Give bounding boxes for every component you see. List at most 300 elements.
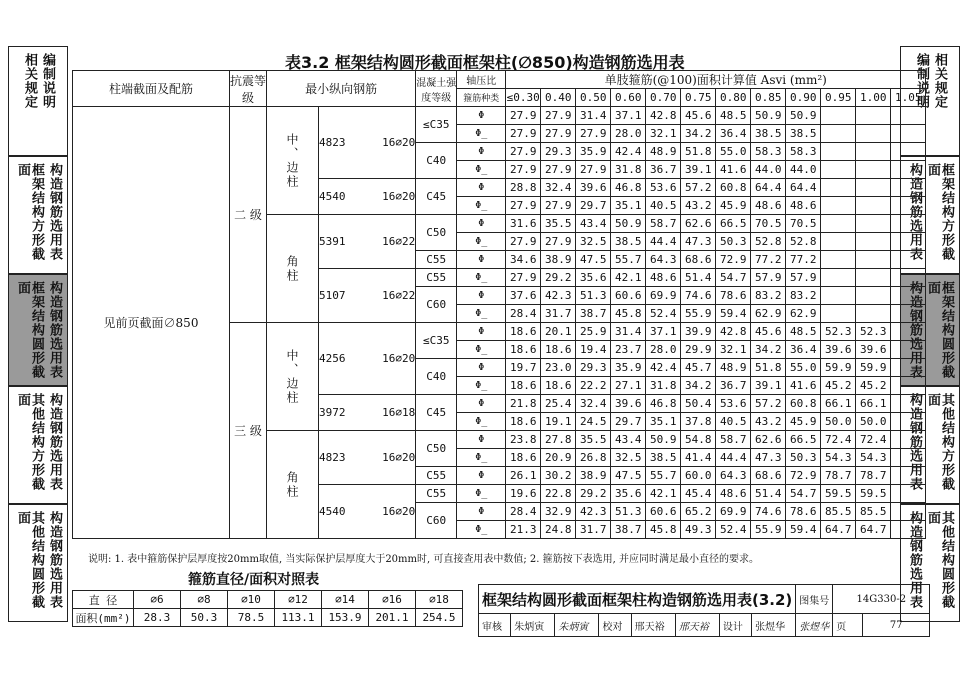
area-value-cell: 43.4 [611,431,646,449]
check-label: 校对 [599,614,631,637]
header-stirrup-type: 箍筋种类 [457,89,506,107]
bar-area-cell: 28.3 [134,609,181,627]
left-sidebar-tab-text: 框架结构方形截面 [15,163,44,261]
area-value-cell: 27.8 [541,431,576,449]
area-value-cell: 18.6 [506,341,541,359]
bar-diameter-cell: ∅16 [369,591,416,609]
area-value-cell [891,503,926,521]
left-sidebar-tab-text: 框架结构圆形截面 [15,281,44,379]
area-value-cell: 37.6 [506,287,541,305]
area-value-cell [891,107,926,125]
area-value-cell: 58.3 [786,143,821,161]
area-value-cell: 34.6 [506,251,541,269]
atlas-label: 图集号 [796,585,833,614]
area-value-cell [891,269,926,287]
area-value-cell: 78.7 [821,467,856,485]
right-sidebar-tab-text: 构造钢筋选用表 [907,393,922,491]
area-value-cell: 38.9 [576,467,611,485]
area-value-cell [891,233,926,251]
header-section: 柱端截面及配筋 [73,71,230,107]
stirrup-type-cell: Φ [457,179,506,197]
area-value-cell: 83.2 [786,287,821,305]
area-value-cell [891,305,926,323]
area-value-cell: 36.7 [716,377,751,395]
area-value-cell: 27.9 [541,161,576,179]
area-value-cell: 69.9 [716,503,751,521]
left-sidebar-tab-5 [8,504,68,622]
area-value-cell: 50.9 [611,215,646,233]
area-value-cell: 24.8 [541,521,576,539]
bar-table-title: 箍筋直径/面积对照表 [188,572,320,588]
rebar-spec-cell: 4823 16⌀20 [319,431,416,485]
header-ratio: 0.60 [611,89,646,107]
bar-diameter-cell: ∅12 [275,591,322,609]
area-value-cell: 57.9 [751,269,786,287]
area-value-cell: 28.0 [611,125,646,143]
area-value-cell: 48.6 [751,197,786,215]
area-value-cell [856,107,891,125]
area-value-cell: 48.9 [646,143,681,161]
area-value-cell: 74.6 [751,503,786,521]
area-value-cell: 45.7 [681,359,716,377]
rebar-spec-cell: 4540 16⌀20 [319,485,416,539]
area-value-cell: 47.5 [611,467,646,485]
stirrup-type-cell: Φ̲ [457,485,506,503]
left-sidebar-tab-text: 编制说明 [40,53,55,109]
column-position-cell: 中、边柱 [267,107,319,215]
area-value-cell: 59.9 [821,359,856,377]
area-value-cell [891,395,926,413]
header-ratio: 0.85 [751,89,786,107]
area-value-cell: 20.9 [541,449,576,467]
area-value-cell: 35.5 [576,431,611,449]
area-value-cell [821,215,856,233]
area-value-cell: 54.3 [821,449,856,467]
area-value-cell: 27.9 [541,107,576,125]
diameter-label: 直 径 [73,591,134,609]
area-value-cell: 59.9 [856,359,891,377]
area-value-cell: 78.6 [786,503,821,521]
area-label: 面积(mm²) [73,609,134,627]
area-value-cell: 29.9 [681,341,716,359]
area-value-cell: 35.6 [576,269,611,287]
header-min-rebar: 最小纵向钢筋 [267,71,416,107]
stirrup-type-cell: Φ [457,431,506,449]
area-value-cell: 35.9 [611,359,646,377]
area-value-cell: 42.4 [646,359,681,377]
rebar-spec-cell: 3972 16⌀18 [319,395,416,431]
page-label: 页 [833,614,863,637]
header-ratio: 1.05 [891,89,926,107]
area-value-cell: 18.6 [506,449,541,467]
area-value-cell: 21.8 [506,395,541,413]
area-value-cell: 57.2 [681,179,716,197]
left-sidebar-tab-text: 构造钢筋选用表 [47,511,62,609]
stirrup-type-cell: Φ̲ [457,197,506,215]
area-value-cell [821,125,856,143]
rebar-spec-cell: 4823 16⌀20 [319,107,416,179]
area-value-cell: 66.1 [821,395,856,413]
area-value-cell: 83.2 [751,287,786,305]
area-value-cell: 64.3 [646,251,681,269]
area-value-cell: 42.1 [646,485,681,503]
area-value-cell: 60.0 [681,467,716,485]
area-value-cell: 23.7 [611,341,646,359]
left-sidebar-tab-text: 构造钢筋选用表 [47,163,62,261]
stirrup-type-cell: Φ [457,395,506,413]
area-value-cell: 28.4 [506,503,541,521]
area-value-cell: 66.5 [786,431,821,449]
bar-area-cell: 78.5 [228,609,275,627]
area-value-cell: 39.9 [681,323,716,341]
area-value-cell: 64.4 [751,179,786,197]
area-value-cell: 43.2 [751,413,786,431]
area-value-cell: 54.7 [786,485,821,503]
area-value-cell [856,197,891,215]
concrete-grade-cell: C45 [416,395,457,431]
area-value-cell: 42.3 [576,503,611,521]
area-value-cell: 46.8 [646,395,681,413]
area-value-cell: 22.2 [576,377,611,395]
bar-diameter-cell: ∅10 [228,591,275,609]
bar-area-cell: 50.3 [181,609,228,627]
area-value-cell: 36.4 [716,125,751,143]
area-value-cell: 38.5 [646,449,681,467]
bar-area-cell: 254.5 [416,609,463,627]
area-value-cell: 27.9 [506,161,541,179]
designer-name: 张煜华 [752,614,796,637]
area-value-cell: 21.3 [506,521,541,539]
area-value-cell: 18.6 [541,341,576,359]
area-value-cell [821,305,856,323]
right-sidebar-tab-text: 相关规定 [932,53,947,109]
stirrup-type-cell: Φ̲ [457,449,506,467]
area-value-cell [821,179,856,197]
review-label: 审核 [479,614,511,637]
area-value-cell: 32.9 [541,503,576,521]
header-ratio: 0.95 [821,89,856,107]
area-value-cell: 31.6 [506,215,541,233]
header-seismic-grade: 抗震等级 [230,71,267,107]
area-value-cell: 35.9 [576,143,611,161]
area-value-cell: 34.2 [751,341,786,359]
area-value-cell: 41.6 [786,377,821,395]
area-value-cell [821,107,856,125]
stirrup-type-cell: Φ [457,359,506,377]
area-value-cell: 60.6 [646,503,681,521]
area-value-cell [856,125,891,143]
stirrup-type-cell: Φ̲ [457,125,506,143]
area-value-cell: 69.9 [646,287,681,305]
area-value-cell: 64.3 [716,467,751,485]
header-ratio: 0.90 [786,89,821,107]
area-value-cell: 48.5 [786,323,821,341]
area-value-cell [821,269,856,287]
page-number: 77 [863,614,930,637]
area-value-cell: 51.8 [751,359,786,377]
area-value-cell [891,467,926,485]
concrete-grade-cell: C55 [416,485,457,503]
header-axial-ratio: 轴压比 [457,71,506,89]
area-value-cell: 58.7 [716,431,751,449]
area-value-cell: 32.4 [541,179,576,197]
area-value-cell: 18.6 [506,377,541,395]
area-value-cell: 72.4 [856,431,891,449]
stirrup-type-cell: Φ [457,215,506,233]
area-value-cell: 45.6 [751,323,786,341]
bar-area-cell: 153.9 [322,609,369,627]
left-sidebar-tab-1 [8,46,68,156]
rebar-spec-cell: 5391 16⌀22 [319,215,416,269]
area-value-cell: 46.8 [611,179,646,197]
area-value-cell: 54.8 [681,431,716,449]
left-sidebar-tab-text: 构造钢筋选用表 [47,281,62,379]
area-value-cell: 52.8 [786,233,821,251]
area-value-cell [821,161,856,179]
area-value-cell: 57.2 [751,395,786,413]
area-value-cell: 27.9 [541,233,576,251]
header-ratio: 0.50 [576,89,611,107]
area-value-cell [856,269,891,287]
design-label: 设计 [719,614,751,637]
area-value-cell: 44.4 [716,449,751,467]
area-value-cell: 37.8 [681,413,716,431]
area-value-cell: 50.9 [751,107,786,125]
left-sidebar-tab-text: 相关规定 [22,53,37,109]
area-value-cell: 41.4 [681,449,716,467]
right-sidebar-tab-text: 框架结构圆形截面 [925,281,954,379]
area-value-cell: 27.1 [611,377,646,395]
area-value-cell: 29.7 [611,413,646,431]
stirrup-type-cell: Φ̲ [457,377,506,395]
area-value-cell: 32.5 [611,449,646,467]
area-value-cell: 49.3 [681,521,716,539]
area-value-cell: 19.4 [576,341,611,359]
area-value-cell: 18.6 [541,377,576,395]
area-value-cell: 43.4 [576,215,611,233]
area-value-cell: 55.7 [646,467,681,485]
area-value-cell: 55.0 [716,143,751,161]
area-value-cell: 52.4 [646,305,681,323]
area-value-cell [891,449,926,467]
area-value-cell: 68.6 [751,467,786,485]
area-value-cell: 52.3 [856,323,891,341]
area-value-cell: 64.4 [786,179,821,197]
area-value-cell: 60.8 [716,179,751,197]
header-concrete-grade: 混凝土强度等级 [416,71,457,107]
area-value-cell [856,287,891,305]
area-value-cell [891,197,926,215]
area-value-cell: 45.8 [611,305,646,323]
area-value-cell: 32.1 [716,341,751,359]
area-value-cell: 25.4 [541,395,576,413]
designer-signature: 张煜华 [796,614,833,637]
area-value-cell: 42.8 [716,323,751,341]
area-value-cell: 38.7 [611,521,646,539]
area-value-cell [856,233,891,251]
area-value-cell: 27.9 [506,269,541,287]
area-value-cell: 50.9 [646,431,681,449]
left-sidebar-tab-text: 构造钢筋选用表 [47,393,62,491]
area-value-cell: 27.9 [576,125,611,143]
area-value-cell: 42.3 [541,287,576,305]
stirrup-type-cell: Φ [457,323,506,341]
stirrup-type-cell: Φ̲ [457,269,506,287]
concrete-grade-cell: ≤C35 [416,323,457,359]
area-value-cell: 22.8 [541,485,576,503]
area-value-cell: 35.6 [611,485,646,503]
area-value-cell: 51.8 [681,143,716,161]
left-sidebar [8,46,68,636]
area-value-cell [821,287,856,305]
area-value-cell: 29.7 [576,197,611,215]
area-value-cell: 31.7 [576,521,611,539]
area-value-cell: 48.9 [716,359,751,377]
concrete-grade-cell: C55 [416,269,457,287]
header-ratio: 0.70 [646,89,681,107]
area-value-cell: 27.9 [506,143,541,161]
area-value-cell: 27.9 [506,197,541,215]
area-value-cell [856,143,891,161]
area-value-cell [821,197,856,215]
concrete-grade-cell: C40 [416,143,457,179]
seismic-grade-cell: 三 级 [230,323,267,539]
left-sidebar-tab-2 [8,156,68,274]
column-position-cell: 角柱 [267,431,319,539]
area-value-cell: 62.6 [751,431,786,449]
stirrup-type-cell: Φ̲ [457,341,506,359]
left-sidebar-tab-text: 其他结构方形截面 [15,393,44,491]
area-value-cell: 54.7 [716,269,751,287]
area-value-cell: 57.9 [786,269,821,287]
area-value-cell: 74.6 [681,287,716,305]
title-block [478,584,930,637]
area-value-cell: 32.1 [646,125,681,143]
area-value-cell: 64.7 [856,521,891,539]
stirrup-type-cell: Φ [457,143,506,161]
rebar-spec-cell: 5107 16⌀22 [319,269,416,323]
area-value-cell: 72.9 [716,251,751,269]
right-sidebar-tab-text: 构造钢筋选用表 [907,511,922,609]
area-value-cell: 39.6 [821,341,856,359]
area-value-cell: 45.6 [681,107,716,125]
stirrup-type-cell: Φ̲ [457,305,506,323]
concrete-grade-cell: C55 [416,251,457,269]
area-value-cell: 40.5 [716,413,751,431]
area-value-cell: 32.4 [576,395,611,413]
area-value-cell: 60.8 [786,395,821,413]
area-value-cell: 40.5 [646,197,681,215]
area-value-cell: 52.4 [716,521,751,539]
bar-diameter-cell: ∅6 [134,591,181,609]
concrete-grade-cell: C50 [416,215,457,251]
area-value-cell: 29.2 [576,485,611,503]
area-value-cell [891,287,926,305]
bar-area-cell: 113.1 [275,609,322,627]
area-value-cell [891,359,926,377]
area-value-cell: 34.2 [681,377,716,395]
area-value-cell: 68.6 [681,251,716,269]
area-value-cell: 85.5 [856,503,891,521]
area-value-cell: 27.9 [506,125,541,143]
reviewer-signature: 朱炳寅 [555,614,599,637]
area-value-cell: 59.5 [821,485,856,503]
area-value-cell: 55.7 [611,251,646,269]
area-value-cell [891,161,926,179]
stirrup-type-cell: Φ [457,107,506,125]
bar-diameter-cell: ∅14 [322,591,369,609]
area-value-cell: 72.9 [786,467,821,485]
right-sidebar-tab-text: 编制说明 [914,53,929,109]
area-value-cell: 70.5 [751,215,786,233]
area-value-cell: 44.0 [751,161,786,179]
area-value-cell: 70.5 [786,215,821,233]
header-ratio: 0.40 [541,89,576,107]
area-value-cell: 19.7 [506,359,541,377]
area-value-cell: 20.1 [541,323,576,341]
area-value-cell: 44.0 [786,161,821,179]
right-sidebar-tab-text: 构造钢筋选用表 [907,163,922,261]
area-value-cell: 65.2 [681,503,716,521]
area-value-cell: 51.3 [576,287,611,305]
area-value-cell: 27.9 [541,197,576,215]
area-value-cell: 18.6 [506,413,541,431]
right-sidebar-tab-text: 其他结构圆形截面 [925,511,954,609]
area-value-cell: 29.2 [541,269,576,287]
area-value-cell: 50.4 [681,395,716,413]
area-value-cell [891,143,926,161]
table-title: 表3.2 框架结构圆形截面框架柱(∅850)构造钢筋选用表 [285,53,685,72]
area-value-cell [821,233,856,251]
area-value-cell: 47.5 [576,251,611,269]
area-value-cell [856,179,891,197]
table-row [73,107,926,125]
area-value-cell: 51.4 [751,485,786,503]
area-value-cell: 19.1 [541,413,576,431]
area-value-cell: 31.4 [576,107,611,125]
area-value-cell: 58.3 [751,143,786,161]
area-value-cell: 48.6 [646,269,681,287]
area-value-cell: 39.6 [611,395,646,413]
area-value-cell: 78.6 [716,287,751,305]
rebar-spec-cell: 4256 16⌀20 [319,323,416,395]
area-value-cell: 62.6 [681,215,716,233]
concrete-grade-cell: ≤C35 [416,107,457,143]
area-value-cell: 45.8 [646,521,681,539]
area-value-cell [891,215,926,233]
area-value-cell [891,179,926,197]
area-value-cell: 35.1 [611,197,646,215]
area-value-cell: 77.2 [786,251,821,269]
area-value-cell: 64.7 [821,521,856,539]
area-value-cell: 77.2 [751,251,786,269]
area-value-cell [891,377,926,395]
area-value-cell: 27.9 [506,107,541,125]
area-value-cell: 19.6 [506,485,541,503]
area-value-cell: 26.8 [576,449,611,467]
area-value-cell: 31.4 [611,323,646,341]
area-value-cell: 66.5 [716,215,751,233]
area-value-cell: 29.3 [576,359,611,377]
right-sidebar-tab-text: 构造钢筋选用表 [907,281,922,379]
area-value-cell: 34.2 [681,125,716,143]
header-ratio: 0.80 [716,89,751,107]
area-value-cell: 45.2 [856,377,891,395]
area-value-cell: 53.6 [716,395,751,413]
area-value-cell: 45.9 [786,413,821,431]
area-value-cell [891,413,926,431]
checker-name: 邢天裕 [631,614,675,637]
